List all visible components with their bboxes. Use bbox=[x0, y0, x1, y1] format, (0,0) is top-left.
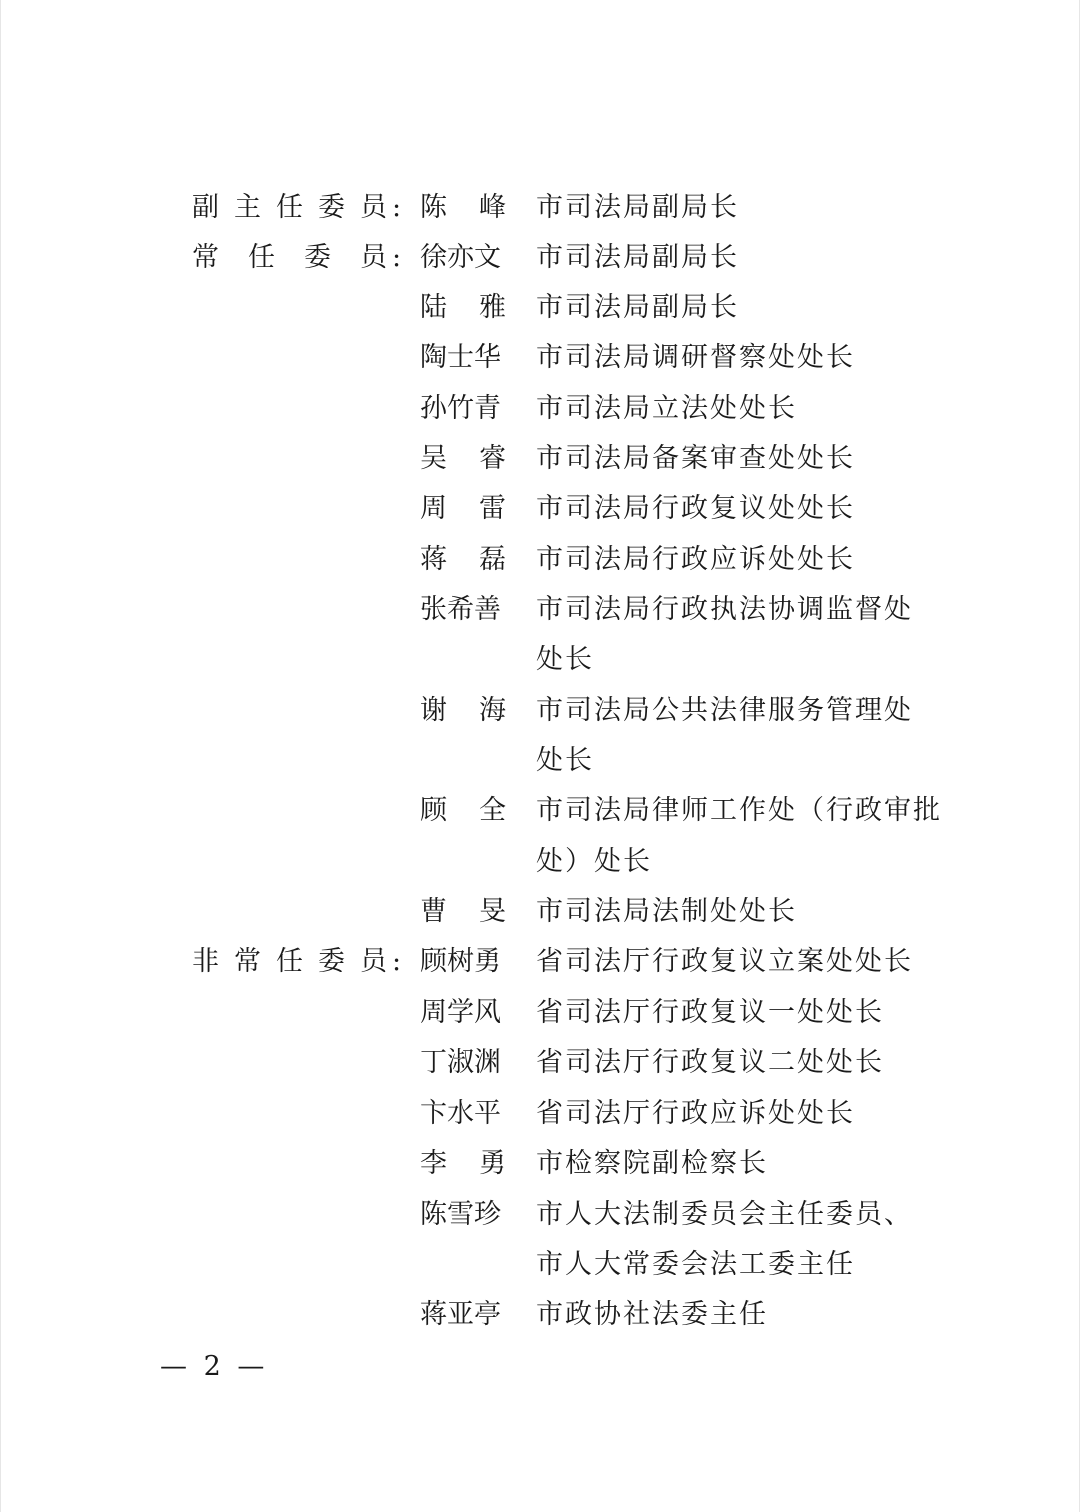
member-row bbox=[0, 384, 1080, 434]
member-row bbox=[0, 1190, 1080, 1240]
member-row bbox=[0, 887, 1080, 937]
member-title: 省司法厅行政复议立案处处长 bbox=[536, 946, 913, 977]
member-title: 省司法厅行政复议二处处长 bbox=[536, 1047, 884, 1078]
member-row bbox=[0, 988, 1080, 1038]
member-row bbox=[0, 434, 1080, 484]
member-name: 陆 雅 bbox=[420, 292, 506, 323]
member-row-continuation bbox=[0, 635, 1080, 685]
role-char: 委 bbox=[304, 242, 331, 273]
member-name: 曹 旻 bbox=[420, 896, 506, 927]
role-char: 常 bbox=[234, 946, 261, 977]
member-row bbox=[0, 484, 1080, 534]
member-title: 市司法局法制处处长 bbox=[536, 896, 797, 927]
member-row bbox=[0, 937, 1080, 987]
role-label-standing bbox=[192, 233, 402, 283]
member-name: 谢 海 bbox=[420, 695, 506, 726]
member-name: 丁淑渊 bbox=[420, 1047, 501, 1078]
role-colon: : bbox=[392, 946, 402, 977]
member-name: 蒋 磊 bbox=[420, 544, 506, 575]
member-title: 市司法局调研督察处处长 bbox=[536, 342, 855, 373]
role-char: 副 bbox=[192, 192, 219, 223]
member-title-continuation: 处长 bbox=[536, 745, 594, 776]
member-name: 徐亦文 bbox=[420, 242, 501, 273]
member-row bbox=[0, 786, 1080, 836]
member-name: 吴 睿 bbox=[420, 443, 506, 474]
role-char: 员 bbox=[360, 192, 387, 223]
member-title: 市政协社法委主任 bbox=[536, 1299, 768, 1330]
page-number: — 2 — bbox=[160, 1351, 269, 1382]
member-row bbox=[0, 333, 1080, 383]
member-name: 顾树勇 bbox=[420, 946, 501, 977]
member-title: 市检察院副检察长 bbox=[536, 1148, 768, 1179]
member-title-continuation: 处长 bbox=[536, 644, 594, 675]
member-row bbox=[0, 233, 1080, 283]
member-title: 市司法局副局长 bbox=[536, 292, 739, 323]
member-title: 市司法局备案审查处处长 bbox=[536, 443, 855, 474]
member-row bbox=[0, 1089, 1080, 1139]
member-row bbox=[0, 1038, 1080, 1088]
member-title: 市司法局公共法律服务管理处 bbox=[536, 695, 913, 726]
member-name: 张希善 bbox=[420, 594, 501, 625]
role-colon: : bbox=[392, 192, 402, 223]
member-name: 李 勇 bbox=[420, 1148, 506, 1179]
member-title: 市司法局行政复议处处长 bbox=[536, 493, 855, 524]
member-title: 市司法局行政应诉处处长 bbox=[536, 544, 855, 575]
member-title: 市司法局律师工作处（行政审批 bbox=[536, 795, 942, 826]
member-name: 陈雪珍 bbox=[420, 1199, 501, 1230]
role-label-deputy-director bbox=[192, 183, 402, 233]
member-row bbox=[0, 1290, 1080, 1340]
role-char: 常 bbox=[192, 242, 219, 273]
member-title: 省司法厅行政应诉处处长 bbox=[536, 1098, 855, 1129]
member-row bbox=[0, 535, 1080, 585]
member-row bbox=[0, 686, 1080, 736]
role-char: 非 bbox=[192, 946, 219, 977]
member-name: 陶士华 bbox=[420, 342, 501, 373]
member-row bbox=[0, 283, 1080, 333]
member-name: 陈 峰 bbox=[420, 192, 506, 223]
member-row-continuation bbox=[0, 736, 1080, 786]
role-colon: : bbox=[392, 242, 402, 273]
member-name: 蒋亚亭 bbox=[420, 1299, 501, 1330]
member-name: 顾 全 bbox=[420, 795, 506, 826]
role-char: 员 bbox=[360, 242, 387, 273]
member-title: 市司法局立法处处长 bbox=[536, 393, 797, 424]
member-name: 周 雷 bbox=[420, 493, 506, 524]
role-char: 委 bbox=[318, 192, 345, 223]
member-title-continuation: 处）处长 bbox=[536, 846, 652, 877]
role-char: 主 bbox=[234, 192, 261, 223]
role-char: 任 bbox=[276, 192, 303, 223]
role-char: 员 bbox=[360, 946, 387, 977]
member-title-continuation: 市人大常委会法工委主任 bbox=[536, 1249, 855, 1280]
member-row-continuation bbox=[0, 1240, 1080, 1290]
role-char: 委 bbox=[318, 946, 345, 977]
member-title: 市人大法制委员会主任委员、 bbox=[536, 1199, 913, 1230]
member-row bbox=[0, 1139, 1080, 1189]
member-name: 卞水平 bbox=[420, 1098, 501, 1129]
member-name: 孙竹青 bbox=[420, 393, 501, 424]
member-row-continuation bbox=[0, 837, 1080, 887]
member-row bbox=[0, 585, 1080, 635]
member-title: 省司法厅行政复议一处处长 bbox=[536, 997, 884, 1028]
member-title: 市司法局副局长 bbox=[536, 192, 739, 223]
role-char: 任 bbox=[276, 946, 303, 977]
member-name: 周学风 bbox=[420, 997, 501, 1028]
member-title: 市司法局行政执法协调监督处 bbox=[536, 594, 913, 625]
member-title: 市司法局副局长 bbox=[536, 242, 739, 273]
role-label-non-standing bbox=[192, 937, 402, 987]
role-char: 任 bbox=[248, 242, 275, 273]
member-row bbox=[0, 183, 1080, 233]
